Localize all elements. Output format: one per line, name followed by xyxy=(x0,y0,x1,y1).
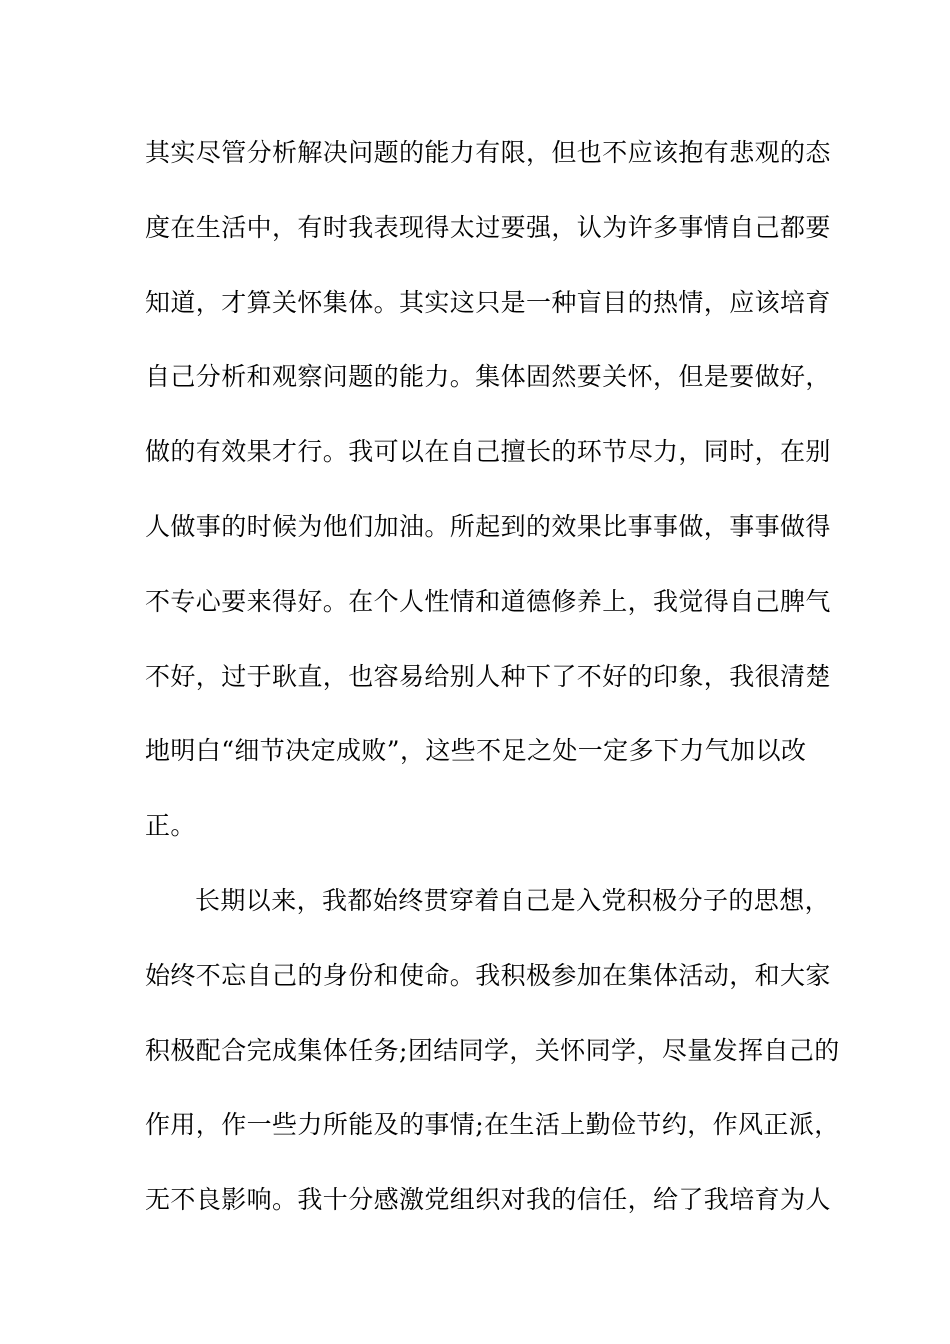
paragraph-2 xyxy=(145,876,840,1250)
text-line: 不专心要来得好。在个人性情和道德修养上，我觉得自己脾气 xyxy=(145,586,831,616)
document-body xyxy=(145,128,840,1250)
text-line: 地明白“细节决定成败”，这些不足之处一定多下力气加以改 xyxy=(145,736,807,766)
text-line: 自己分析和观察问题的能力。集体固然要关怀，但是要做好， xyxy=(145,362,831,392)
text-line: 无不良影响。我十分感激党组织对我的信任，给了我培育为人 xyxy=(145,1185,831,1215)
text-line: 积极配合完成集体任务;团结同学，关怀同学，尽量发挥自己的 xyxy=(145,1035,840,1065)
paragraph-1 xyxy=(145,128,831,876)
text-line: 其实尽管分析解决问题的能力有限，但也不应该抱有悲观的态 xyxy=(145,138,831,167)
text-line-first-indented: 长期以来，我都始终贯穿着自己是入党积极分子的思想， xyxy=(195,885,831,915)
text-line: 作用，作一些力所能及的事情;在生活上勤俭节约，作风正派， xyxy=(145,1110,840,1140)
text-line: 始终不忘自己的身份和使命。我积极参加在集体活动，和大家 xyxy=(145,960,831,990)
text-line: 知道，才算关怀集体。其实这只是一种盲目的热情，应该培育 xyxy=(145,287,831,317)
text-line: 不好，过于耿直，也容易给别人种下了不好的印象，我很清楚 xyxy=(145,661,831,691)
text-line: 做的有效果才行。我可以在自己擅长的环节尽力，同时，在别 xyxy=(145,437,831,467)
text-line: 人做事的时候为他们加油。所起到的效果比事事做，事事做得 xyxy=(145,511,831,541)
text-line: 正。 xyxy=(145,811,196,841)
text-line: 度在生活中，有时我表现得太过要强，认为许多事情自己都要 xyxy=(145,212,831,242)
